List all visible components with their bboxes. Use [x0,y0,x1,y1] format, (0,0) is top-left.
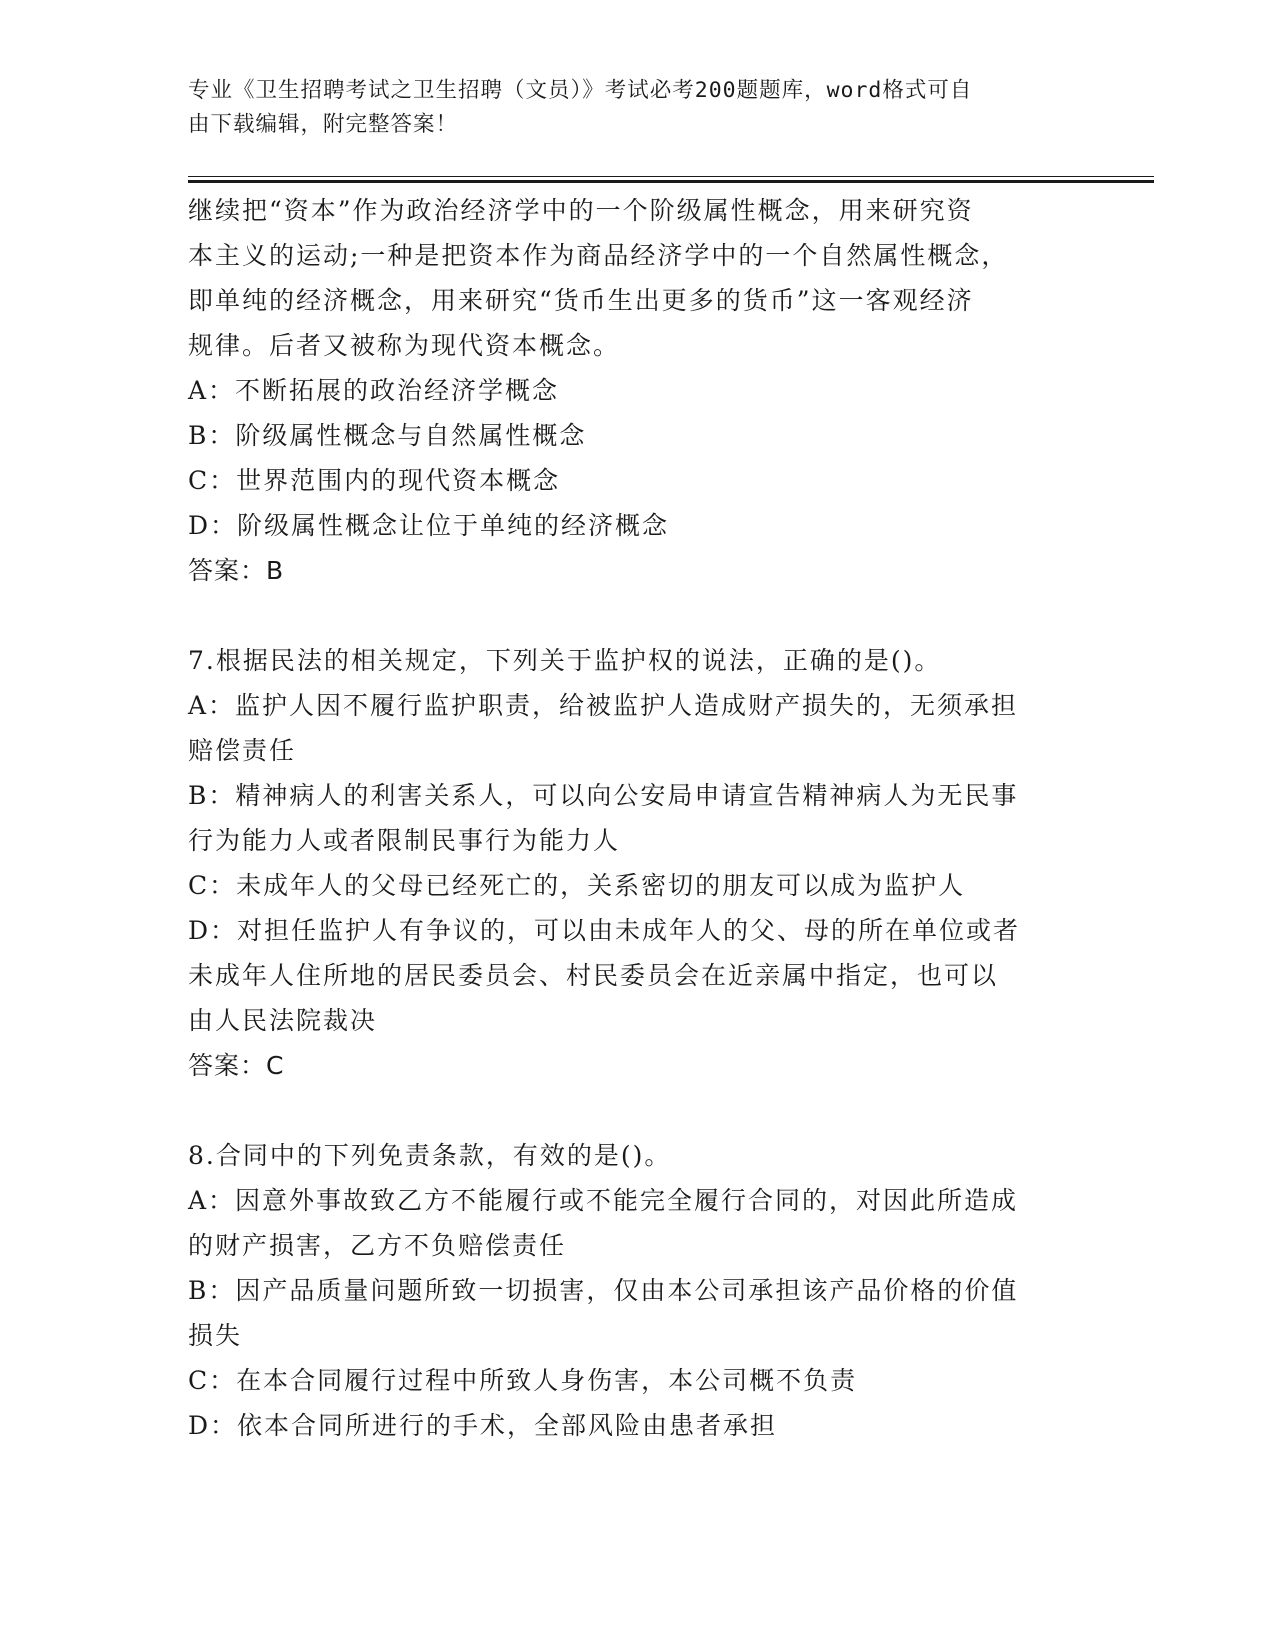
question-8-option-b-cont: 损失 [188,1321,243,1350]
header-divider-thin [188,176,1154,177]
question-6-answer: 答案：B [188,556,285,585]
question-6-stem-line: 规律。后者又被称为现代资本概念。 [188,331,621,360]
document-header [188,74,1068,142]
question-7-option-d-cont: 由人民法院裁决 [188,1006,378,1035]
question-7-option-c: C：未成年人的父母已经死亡的，关系密切的朋友可以成为监护人 [188,871,966,900]
header-title-line-2: 由下载编辑，附完整答案！ [188,112,459,137]
question-8-stem: 8.合同中的下列免责条款，有效的是()。 [188,1141,672,1170]
spacer [188,1088,1088,1133]
question-6-option-d: D：阶级属性概念让位于单纯的经济概念 [188,511,670,540]
question-6-stem-line: 本主义的运动;一种是把资本作为商品经济学中的一个自然属性概念， [188,241,1009,270]
document-body [188,188,1088,1448]
question-8-option-c: C：在本合同履行过程中所致人身伤害，本公司概不负责 [188,1366,858,1395]
question-7-option-a-cont: 赔偿责任 [188,736,297,765]
question-6-option-c: C：世界范围内的现代资本概念 [188,466,561,495]
question-7-option-d: D：对担任监护人有争议的，可以由未成年人的父、母的所在单位或者 [188,916,1021,945]
question-6-stem-line: 继续把“资本”作为政治经济学中的一个阶级属性概念，用来研究资 [188,196,974,225]
question-8-option-b: B：因产品质量问题所致一切损害，仅由本公司承担该产品价格的价值 [188,1276,1019,1305]
question-6-option-a: A：不断拓展的政治经济学概念 [188,376,560,405]
question-7-option-b-cont: 行为能力人或者限制民事行为能力人 [188,826,621,855]
spacer [188,593,1088,638]
question-7-option-b: B：精神病人的利害关系人，可以向公安局申请宣告精神病人为无民事 [188,781,1019,810]
header-title-line-1: 专业《卫生招聘考试之卫生招聘（文员）》考试必考200题题库，word格式可自 [188,78,973,103]
question-7-answer: 答案：C [188,1051,285,1080]
header-divider-thick [188,180,1154,183]
question-7-stem: 7.根据民法的相关规定，下列关于监护权的说法，正确的是()。 [188,646,942,675]
question-6-option-b: B：阶级属性概念与自然属性概念 [188,421,587,450]
question-6-block [188,188,1088,593]
question-7-option-d-cont: 未成年人住所地的居民委员会、村民委员会在近亲属中指定，也可以 [188,961,999,990]
question-8-option-d: D：依本合同所进行的手术，全部风险由患者承担 [188,1411,778,1440]
question-8-block [188,1133,1088,1448]
question-6-stem-line: 即单纯的经济概念，用来研究“货币生出更多的货币”这一客观经济 [188,286,974,315]
question-7-option-a: A：监护人因不履行监护职责，给被监护人造成财产损失的，无须承担 [188,691,1019,720]
question-8-option-a-cont: 的财产损害，乙方不负赔偿责任 [188,1231,567,1260]
question-8-option-a: A：因意外事故致乙方不能履行或不能完全履行合同的，对因此所造成 [188,1186,1019,1215]
question-7-block [188,638,1088,1088]
